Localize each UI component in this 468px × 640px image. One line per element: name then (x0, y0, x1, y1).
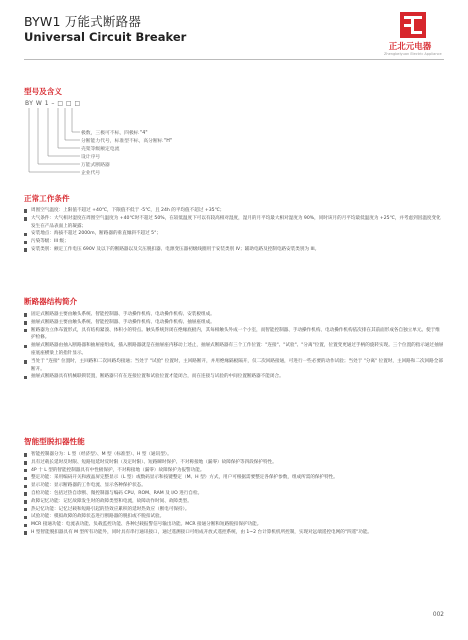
bullet-icon (24, 453, 27, 456)
list-item: 自检功能：包括过热自诊断、微控制器与编码 CPU、ROM、RAM 及 I/O 进行自检。 (24, 490, 444, 498)
page-subtitle: Universal Circuit Breaker (24, 30, 187, 44)
bullet-icon (24, 524, 27, 527)
bullet-icon (24, 492, 27, 495)
list-item: 抽屉式断路器具有机械联锁装置，断路器只有在连接位置和试验位置才能闭合，而在连接与试验的中间位置断路器不能闭合。 (24, 373, 444, 381)
section-title-conditions: 正常工作条件 (24, 194, 70, 203)
list-item: 智能控制器分为：L 型（经济型）、M 型（标准型）、H 型（通讯型）。 (24, 451, 444, 459)
list-item: 4P 十 L 型的智能控制器具有中性极保护，不对称接地（漏零）故障保护为报警功能。 (24, 467, 444, 475)
list-item: 热记忆功能：记忆过载和短路引起的热效应累积的延时热效应（断电可保持）。 (24, 506, 444, 514)
section-title-structure: 断路器结构简介 (24, 297, 78, 306)
list-item: 周围空气温度：上限值不超过 +40℃，下限值不低于 -5℃，且 24h 的平均值不超过 +35℃； (24, 207, 444, 215)
list-item: 大气条件：大气相对湿度在周围空气温度为 +40℃时不超过 50%，在较低温度下可以有较高相对湿度，湿月的月平均最大相对湿度为 90%，同时该月的月平均最低温度为 +25℃，并考虑到因温度变化发生在产品表面上的凝露； (24, 215, 444, 231)
bullet-icon (24, 531, 27, 534)
bullet-icon (24, 469, 27, 472)
list-item: 固定式断路器主要由触头系统、智能控制器、手动操作机构、电动操作机构、安装板组成。 (24, 311, 444, 319)
list-item: 安装类别：额定工作电压 690V 及以下的断路器以及欠压脱扣器、电源变压器初级线圈用于安装类别 IV；辅助电路及控制电路安装类别为 III。 (24, 246, 444, 254)
bullet-icon (24, 477, 27, 480)
list-item: 抽屉式断路器由抽入断路器和抽屉座组成，插入断路器就是在抽屉座内移动上述止，抽屉式断路器有三个工作位置："连接"、"试验"、"分离"位置，位置变更通过手柄的旋转实现。三个位置的指示通过抽屉座底座横梁上的指针显示。 (24, 342, 444, 358)
model-label: 企业代号 (81, 171, 101, 176)
list-item: 故障记忆功能：记忆故障发生时的故障类型和电流，故障动作时间、故障类型。 (24, 498, 444, 506)
bullet-icon (24, 508, 27, 511)
bullet-icon (24, 516, 27, 519)
section-title-model: 型号及含义 (24, 87, 62, 96)
list-item: H 型智能脱扣器具有 M 型所有功能外，同时具有串行通讯接口，通过遥测接口可组成开放式遥控系统，由 1~2 台计算机机所控制，实现对远端遥控电网的"四遥"功能。 (24, 529, 444, 537)
company-logo (384, 12, 442, 56)
bullet-icon (24, 360, 27, 363)
logo-text: 正北元电器 (388, 42, 432, 52)
page-number: 002 (432, 612, 444, 618)
model-label: 万能式断路器 (81, 163, 110, 168)
header-divider (24, 59, 444, 60)
model-label: 极数，三极可不标，四极标 "4" (81, 131, 148, 136)
bullet-icon (24, 485, 27, 488)
list-item: 断路器为立体布置形式，具有结构紧凑、体积小的特点。触头系统封闭在绝缘底板内，其每相触头外成一个小室，而智能控制器、手动操作机构、电动操作机构依次排在其前面形成各自独立单元。使于维护检修。 (24, 327, 444, 343)
model-diagram (24, 100, 324, 178)
list-item: 整定功能：采用编码开关和液晶屏完整显示（L 型）或数码显示和按键整定（M、H 型）方式，用户可根据需要整定各保护参数，组成所需的保护特性。 (24, 474, 444, 482)
list-item: MCR 接通功能：电流表功能、负载监控功能、各种过载报警信号输出功能。MCR 接通分断和短路脱扣保护功能。 (24, 521, 444, 529)
bullet-icon (24, 461, 27, 464)
bullet-icon (24, 329, 27, 332)
model-code: BY W 1 – □ □ □ (25, 100, 81, 107)
structure-list (24, 311, 444, 381)
model-label: 壳架等级额定电流 (81, 147, 120, 152)
model-connector-lines (24, 100, 324, 180)
bullet-icon (24, 209, 27, 212)
model-label: 分断能力代号，标准型不标，高分断标 "H" (81, 139, 173, 144)
list-item: 显示功能：显示断路器的工作电流、显示各种保护状态。 (24, 482, 444, 490)
bullet-icon (24, 345, 27, 348)
bullet-icon (24, 241, 27, 244)
list-item: 污染等级：III 级； (24, 238, 444, 246)
list-item: 当处于 "连接" 位置时，主回路和二次回路均接通；当处于 "试验" 位置时，主回路断开，并用绝缘隔板隔开，仅二次回路接通，可进行一些必要的动作试验；当处于 "分离" 位置时，主回路和二次回路全部断开。 (24, 358, 444, 374)
bullet-icon (24, 313, 27, 316)
list-item: 试验功能：模拟故障的故障状态进行断路器的脱扣或不脱扣试验。 (24, 513, 444, 521)
page-header (24, 12, 454, 66)
bullet-icon (24, 233, 27, 236)
bullet-icon (24, 248, 27, 251)
logo-subtext: Zhengbeiyuan Electric Appliance (384, 52, 442, 56)
list-item: 抽屉式断路器主要由触头系统、智能控制器、手动操作机构、电动操作机构、抽屉座组成。 (24, 319, 444, 327)
list-item: 安装地点：海拔不超过 2000m，断路器的垂直倾斜不超过 5°； (24, 230, 444, 238)
logo-mark-icon (400, 12, 426, 38)
model-label: 设计序号 (81, 155, 101, 160)
bullet-icon (24, 217, 27, 220)
bullet-icon (24, 500, 27, 503)
section-title-controller: 智能型脱扣器性能 (24, 437, 85, 446)
list-item: 具有过载长延时反时限、短路短延时反时限（及定时限）、短路瞬时保护、不对称接地（漏零）故障保护等四段保护特性。 (24, 459, 444, 467)
bullet-icon (24, 376, 27, 379)
controller-list (24, 451, 444, 537)
bullet-icon (24, 321, 27, 324)
conditions-list (24, 207, 444, 254)
page-title: BYW1 万能式断路器 (24, 14, 142, 29)
